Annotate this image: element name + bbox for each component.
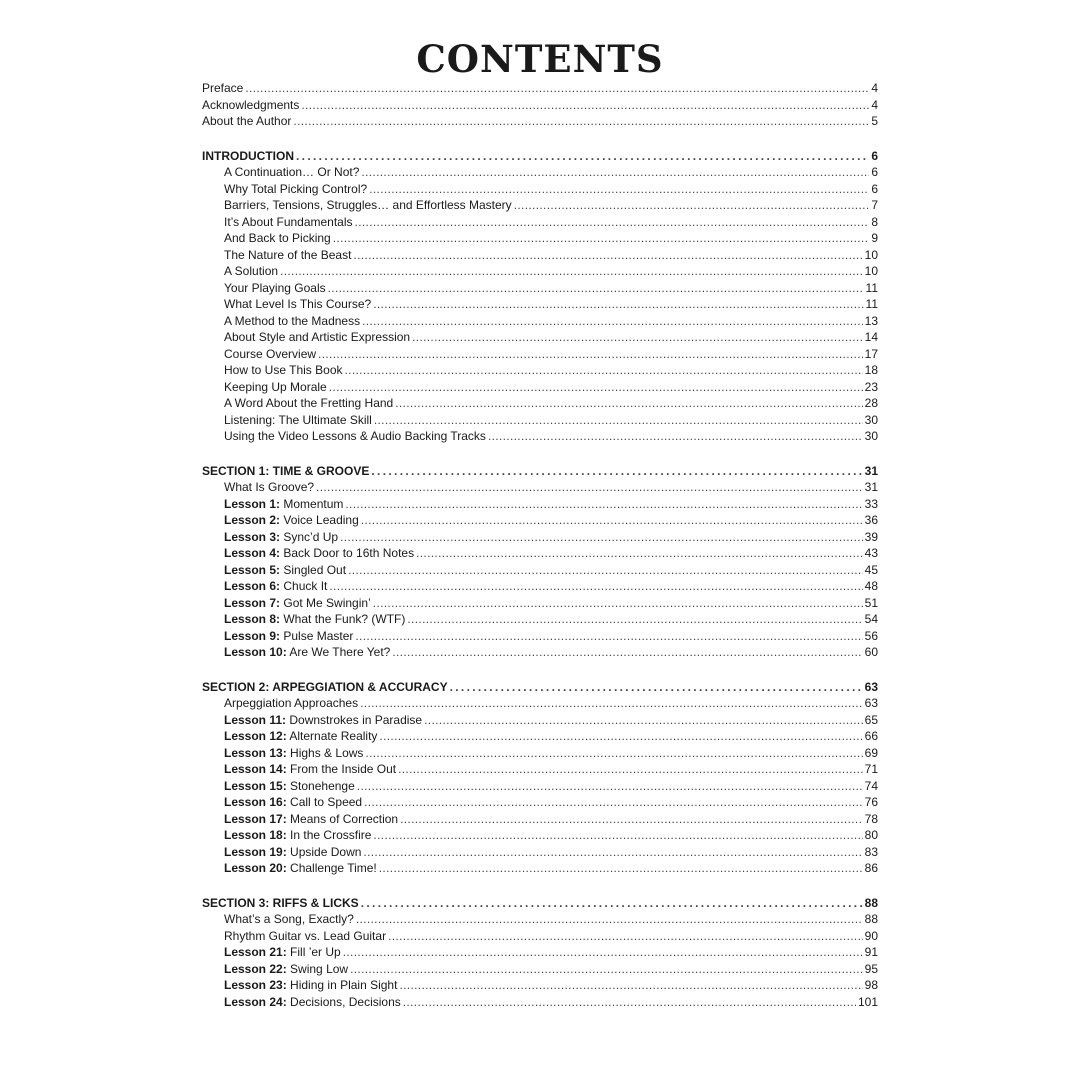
- entry-title: In the Crossfire: [290, 828, 372, 842]
- entry-label: [202, 895, 359, 912]
- dot-leader: [365, 745, 862, 762]
- lesson-number: Lesson 3:: [224, 529, 281, 544]
- entry-label: [224, 395, 393, 412]
- entry-label: [224, 247, 351, 264]
- dot-leader: [488, 428, 863, 445]
- page-number: 11: [865, 280, 878, 295]
- entry-label: [224, 545, 414, 562]
- page-number: 76: [864, 795, 878, 809]
- entry-label: [224, 695, 358, 712]
- entry-label: [224, 977, 397, 994]
- topic-entry: [202, 479, 878, 496]
- entry-label: [224, 944, 341, 961]
- lesson-entry: [202, 860, 878, 877]
- dot-leader: [293, 113, 869, 130]
- entry-title: Momentum: [283, 496, 344, 511]
- entry-title: And Back to Picking: [224, 231, 331, 245]
- page-number: 101: [857, 994, 878, 1009]
- dot-leader: [329, 379, 863, 396]
- entry-title: A Word About the Fretting Hand: [224, 396, 394, 410]
- entry-title: Your Playing Goals: [224, 280, 326, 295]
- page-number: 11: [865, 297, 878, 311]
- page-number: 71: [864, 762, 878, 776]
- entry-title: From the Inside Out: [290, 762, 397, 776]
- lesson-number: Lesson 4:: [224, 546, 281, 560]
- entry-label: [224, 362, 343, 379]
- entry-title: Voice Leading: [283, 513, 359, 527]
- page-number: 95: [864, 961, 878, 976]
- dot-leader: [361, 164, 869, 181]
- entry-label: [224, 379, 327, 396]
- entry-label: [224, 214, 353, 231]
- entry-label: [224, 529, 338, 546]
- topic-entry: [202, 379, 878, 396]
- page-number: 14: [864, 330, 878, 344]
- page-number: 74: [864, 778, 878, 793]
- lesson-entry: [202, 961, 878, 978]
- entry-label: [224, 197, 512, 214]
- dot-leader: [340, 529, 863, 546]
- lesson-entry: [202, 994, 878, 1011]
- dot-leader: [379, 860, 863, 877]
- dot-leader: [369, 181, 869, 198]
- entry-label: [224, 611, 405, 628]
- entry-label: [224, 827, 371, 844]
- lesson-number: Lesson 16:: [224, 795, 287, 809]
- entry-label: [224, 313, 360, 330]
- entry-label: [224, 329, 410, 346]
- page-number: 78: [864, 811, 878, 826]
- page-number: 6: [871, 181, 878, 196]
- entry-label: [224, 512, 359, 529]
- dot-leader: [362, 313, 863, 330]
- page-number: 90: [864, 928, 878, 943]
- topic-entry: [202, 280, 878, 297]
- page-number: 56: [864, 628, 878, 643]
- dot-leader: [373, 296, 863, 313]
- dot-leader: [296, 148, 869, 165]
- entry-title: Got Me Swingin’: [283, 595, 371, 610]
- lesson-entry: [202, 728, 878, 745]
- page-number: 7: [871, 198, 878, 212]
- entry-title: How to Use This Book: [224, 363, 343, 377]
- lesson-number: Lesson 7:: [224, 595, 281, 610]
- entry-label: [224, 712, 422, 729]
- entry-label: [224, 412, 372, 429]
- entry-title: Are We There Yet?: [289, 645, 391, 659]
- lesson-entry: [202, 712, 878, 729]
- dot-leader: [371, 463, 862, 480]
- page-number: 6: [871, 148, 878, 163]
- dot-leader: [364, 794, 863, 811]
- entry-title: About the Author: [202, 114, 292, 128]
- dot-leader: [355, 214, 870, 231]
- page-number: 86: [864, 861, 878, 875]
- entry-title: SECTION 1: TIME & GROOVE: [202, 463, 370, 478]
- entry-label: [224, 263, 278, 280]
- dot-leader: [280, 263, 863, 280]
- toc-section: [202, 148, 878, 445]
- topic-entry: [202, 928, 878, 945]
- entry-label: [202, 113, 291, 130]
- entry-label: [224, 728, 377, 745]
- table-of-contents: [202, 80, 878, 1028]
- lesson-number: Lesson 13:: [224, 745, 287, 760]
- page-number: 43: [864, 546, 878, 560]
- entry-title: What Level Is This Course?: [224, 297, 372, 311]
- lesson-number: Lesson 11:: [224, 712, 287, 727]
- entry-title: INTRODUCTION: [202, 148, 294, 163]
- entry-title: Highs & Lows: [290, 745, 364, 760]
- topic-entry: [202, 263, 878, 280]
- page-number: 63: [864, 696, 878, 710]
- page-number: 4: [871, 81, 878, 95]
- entry-label: [224, 562, 346, 579]
- page-number: 9: [871, 231, 878, 245]
- lesson-entry: [202, 761, 878, 778]
- page-number: 30: [864, 412, 878, 427]
- dot-leader: [245, 80, 869, 97]
- entry-title: Preface: [202, 81, 244, 95]
- page-number: 88: [864, 895, 878, 910]
- entry-title: What’s a Song, Exactly?: [224, 912, 354, 926]
- entry-title: Barriers, Tensions, Struggles… and Effortless Mastery: [224, 198, 512, 212]
- lesson-number: Lesson 18:: [224, 828, 287, 842]
- lesson-number: Lesson 21:: [224, 945, 287, 959]
- entry-title: The Nature of the Beast: [224, 247, 352, 262]
- toc-section: [202, 679, 878, 877]
- dot-leader: [355, 628, 862, 645]
- page-number: 63: [864, 679, 878, 694]
- entry-title: It’s About Fundamentals: [224, 214, 353, 229]
- page-number: 8: [871, 214, 878, 229]
- dot-leader: [363, 844, 862, 861]
- page-number: 4: [871, 97, 878, 112]
- entry-title: Using the Video Lessons & Audio Backing Tracks: [224, 429, 486, 443]
- entry-label: [224, 961, 348, 978]
- entry-title: Sync’d Up: [283, 529, 339, 544]
- topic-entry: [202, 214, 878, 231]
- entry-title: What Is Groove?: [224, 480, 315, 494]
- entry-label: [224, 778, 355, 795]
- lesson-number: Lesson 5:: [224, 562, 281, 577]
- entry-label: [224, 496, 343, 513]
- lesson-entry: [202, 628, 878, 645]
- entry-title: Acknowledgments: [202, 97, 300, 112]
- dot-leader: [328, 280, 864, 297]
- topic-entry: [202, 197, 878, 214]
- entry-title: Arpeggiation Approaches: [224, 696, 359, 710]
- page-number: 66: [864, 729, 878, 743]
- entry-title: SECTION 2: ARPEGGIATION & ACCURACY: [202, 679, 448, 694]
- dot-leader: [373, 827, 862, 844]
- entry-label: [224, 346, 316, 363]
- entry-label: [224, 280, 326, 297]
- entry-label: [224, 578, 327, 595]
- page-number: 80: [864, 828, 878, 842]
- page-number: 13: [864, 313, 878, 328]
- dot-leader: [345, 362, 863, 379]
- dot-leader: [398, 761, 863, 778]
- lesson-number: Lesson 24:: [224, 994, 287, 1009]
- lesson-number: Lesson 1:: [224, 496, 281, 511]
- dot-leader: [360, 695, 863, 712]
- topic-entry: [202, 346, 878, 363]
- section-heading: [202, 679, 878, 696]
- lesson-number: Lesson 14:: [224, 762, 287, 776]
- dot-leader: [416, 545, 863, 562]
- page-number: 45: [864, 562, 878, 577]
- dot-leader: [388, 928, 863, 945]
- page-number: 51: [864, 595, 878, 610]
- page-number: 18: [864, 363, 878, 377]
- entry-title: Swing Low: [290, 961, 349, 976]
- lesson-entry: [202, 496, 878, 513]
- dot-leader: [361, 512, 863, 529]
- page-number: 6: [871, 165, 878, 179]
- dot-leader: [350, 961, 863, 978]
- page-number: 5: [871, 114, 878, 128]
- lesson-entry: [202, 595, 878, 612]
- entry-label: [224, 860, 377, 877]
- section-heading: [202, 148, 878, 165]
- page-number: 88: [864, 912, 878, 926]
- page-number: 10: [864, 247, 878, 262]
- entry-label: [202, 679, 448, 696]
- dot-leader: [333, 230, 870, 247]
- dot-leader: [400, 811, 863, 828]
- dot-leader: [450, 679, 863, 696]
- lesson-entry: [202, 578, 878, 595]
- entry-label: [224, 296, 371, 313]
- topic-entry: [202, 181, 878, 198]
- entry-title: Downstrokes in Paradise: [289, 712, 423, 727]
- lesson-number: Lesson 12:: [224, 729, 287, 743]
- lesson-number: Lesson 9:: [224, 628, 281, 643]
- lesson-number: Lesson 10:: [224, 645, 287, 659]
- entry-label: [224, 794, 362, 811]
- topic-entry: [202, 296, 878, 313]
- lesson-entry: [202, 529, 878, 546]
- entry-title: Means of Correction: [290, 811, 399, 826]
- entry-title: What the Funk? (WTF): [283, 612, 406, 626]
- page-number: 28: [864, 396, 878, 410]
- page-number: 10: [864, 264, 878, 278]
- front-matter-entry: [202, 80, 878, 97]
- lesson-entry: [202, 794, 878, 811]
- lesson-entry: [202, 977, 878, 994]
- entry-title: Fill ’er Up: [290, 945, 341, 959]
- dot-leader: [316, 479, 863, 496]
- dot-leader: [514, 197, 870, 214]
- topic-entry: [202, 247, 878, 264]
- topic-entry: [202, 428, 878, 445]
- lesson-number: Lesson 20:: [224, 861, 287, 875]
- topic-entry: [202, 395, 878, 412]
- page-number: 17: [864, 346, 878, 361]
- entry-title: Challenge Time!: [290, 861, 377, 875]
- lesson-entry: [202, 644, 878, 661]
- topic-entry: [202, 329, 878, 346]
- lesson-number: Lesson 6:: [224, 579, 281, 593]
- lesson-number: Lesson 15:: [224, 778, 287, 793]
- entry-label: [224, 479, 314, 496]
- dot-leader: [345, 496, 862, 513]
- entry-label: [224, 911, 354, 928]
- dot-leader: [361, 895, 863, 912]
- dot-leader: [348, 562, 863, 579]
- topic-entry: [202, 412, 878, 429]
- page-number: 48: [864, 579, 878, 593]
- dot-leader: [403, 994, 856, 1011]
- topic-entry: [202, 164, 878, 181]
- entry-label: [224, 994, 401, 1011]
- entry-label: [224, 811, 398, 828]
- topic-entry: [202, 695, 878, 712]
- dot-leader: [399, 977, 862, 994]
- lesson-number: Lesson 23:: [224, 978, 287, 992]
- lesson-entry: [202, 811, 878, 828]
- sections-container: [202, 148, 878, 1011]
- page-number: 31: [864, 480, 878, 494]
- entry-label: [224, 745, 363, 762]
- entry-label: [202, 97, 299, 114]
- page-number: 36: [864, 513, 878, 527]
- entry-title: Course Overview: [224, 346, 317, 361]
- entry-label: [202, 148, 294, 165]
- dot-leader: [392, 644, 862, 661]
- dot-leader: [357, 778, 863, 795]
- entry-title: Keeping Up Morale: [224, 379, 327, 394]
- page-title: CONTENTS: [416, 37, 664, 81]
- entry-label: [224, 844, 361, 861]
- page-number: 91: [864, 945, 878, 959]
- lesson-entry: [202, 944, 878, 961]
- entry-title: Listening: The Ultimate Skill: [224, 412, 372, 427]
- lesson-number: Lesson 19:: [224, 844, 287, 859]
- dot-leader: [329, 578, 862, 595]
- entry-title: Pulse Master: [283, 628, 354, 643]
- entry-title: Upside Down: [290, 844, 362, 859]
- topic-entry: [202, 230, 878, 247]
- page-number: 83: [864, 844, 878, 859]
- dot-leader: [412, 329, 863, 346]
- section-heading: [202, 895, 878, 912]
- front-matter-entry: [202, 113, 878, 130]
- entry-title: Hiding in Plain Sight: [290, 978, 398, 992]
- dot-leader: [395, 395, 862, 412]
- lesson-number: Lesson 2:: [224, 513, 281, 527]
- entry-title: About Style and Artistic Expression: [224, 330, 411, 344]
- entry-title: Chuck It: [283, 579, 328, 593]
- lesson-number: Lesson 17:: [224, 811, 287, 826]
- entry-label: [224, 181, 367, 198]
- dot-leader: [379, 728, 862, 745]
- dot-leader: [407, 611, 862, 628]
- dot-leader: [424, 712, 863, 729]
- lesson-entry: [202, 611, 878, 628]
- section-heading: [202, 463, 878, 480]
- entry-title: Back Door to 16th Notes: [283, 546, 415, 560]
- topic-entry: [202, 911, 878, 928]
- entry-label: [202, 80, 243, 97]
- entry-title: SECTION 3: RIFFS & LICKS: [202, 895, 359, 910]
- page-number: 31: [864, 463, 878, 478]
- dot-leader: [343, 944, 863, 961]
- topic-entry: [202, 313, 878, 330]
- lesson-entry: [202, 545, 878, 562]
- entry-title: Decisions, Decisions: [290, 994, 401, 1009]
- page-number: 30: [864, 429, 878, 443]
- entry-label: [202, 463, 369, 480]
- lesson-entry: [202, 778, 878, 795]
- entry-label: [224, 928, 386, 945]
- lesson-entry: [202, 512, 878, 529]
- dot-leader: [318, 346, 863, 363]
- entry-title: Call to Speed: [290, 795, 363, 809]
- entry-title: A Continuation… Or Not?: [224, 165, 360, 179]
- toc-section: [202, 895, 878, 1011]
- entry-title: Rhythm Guitar vs. Lead Guitar: [224, 928, 387, 943]
- dot-leader: [353, 247, 862, 264]
- dot-leader: [301, 97, 869, 114]
- lesson-entry: [202, 844, 878, 861]
- entry-label: [224, 644, 390, 661]
- front-matter-entry: [202, 97, 878, 114]
- entry-label: [224, 164, 359, 181]
- entry-label: [224, 230, 331, 247]
- page-number: 60: [864, 645, 878, 659]
- entry-title: A Solution: [224, 264, 279, 278]
- page-number: 98: [864, 978, 878, 992]
- toc-section: [202, 463, 878, 661]
- front-matter-list: [202, 80, 878, 130]
- lesson-entry: [202, 745, 878, 762]
- page-number: 65: [864, 712, 878, 727]
- lesson-entry: [202, 827, 878, 844]
- entry-label: [224, 628, 353, 645]
- entry-label: [224, 595, 371, 612]
- entry-label: [224, 761, 396, 778]
- page-number: 23: [864, 379, 878, 394]
- dot-leader: [356, 911, 863, 928]
- page-number: 54: [864, 612, 878, 626]
- lesson-number: Lesson 22:: [224, 961, 287, 976]
- entry-title: Alternate Reality: [289, 729, 378, 743]
- dot-leader: [374, 412, 863, 429]
- entry-label: [224, 428, 486, 445]
- dot-leader: [373, 595, 863, 612]
- entry-title: Singled Out: [283, 562, 347, 577]
- lesson-number: Lesson 8:: [224, 612, 281, 626]
- page-number: 69: [864, 745, 878, 760]
- page-number: 39: [864, 529, 878, 544]
- lesson-entry: [202, 562, 878, 579]
- entry-title: A Method to the Madness: [224, 313, 361, 328]
- entry-title: Why Total Picking Control?: [224, 181, 368, 196]
- entry-title: Stonehenge: [290, 778, 355, 793]
- topic-entry: [202, 362, 878, 379]
- page-number: 33: [864, 496, 878, 511]
